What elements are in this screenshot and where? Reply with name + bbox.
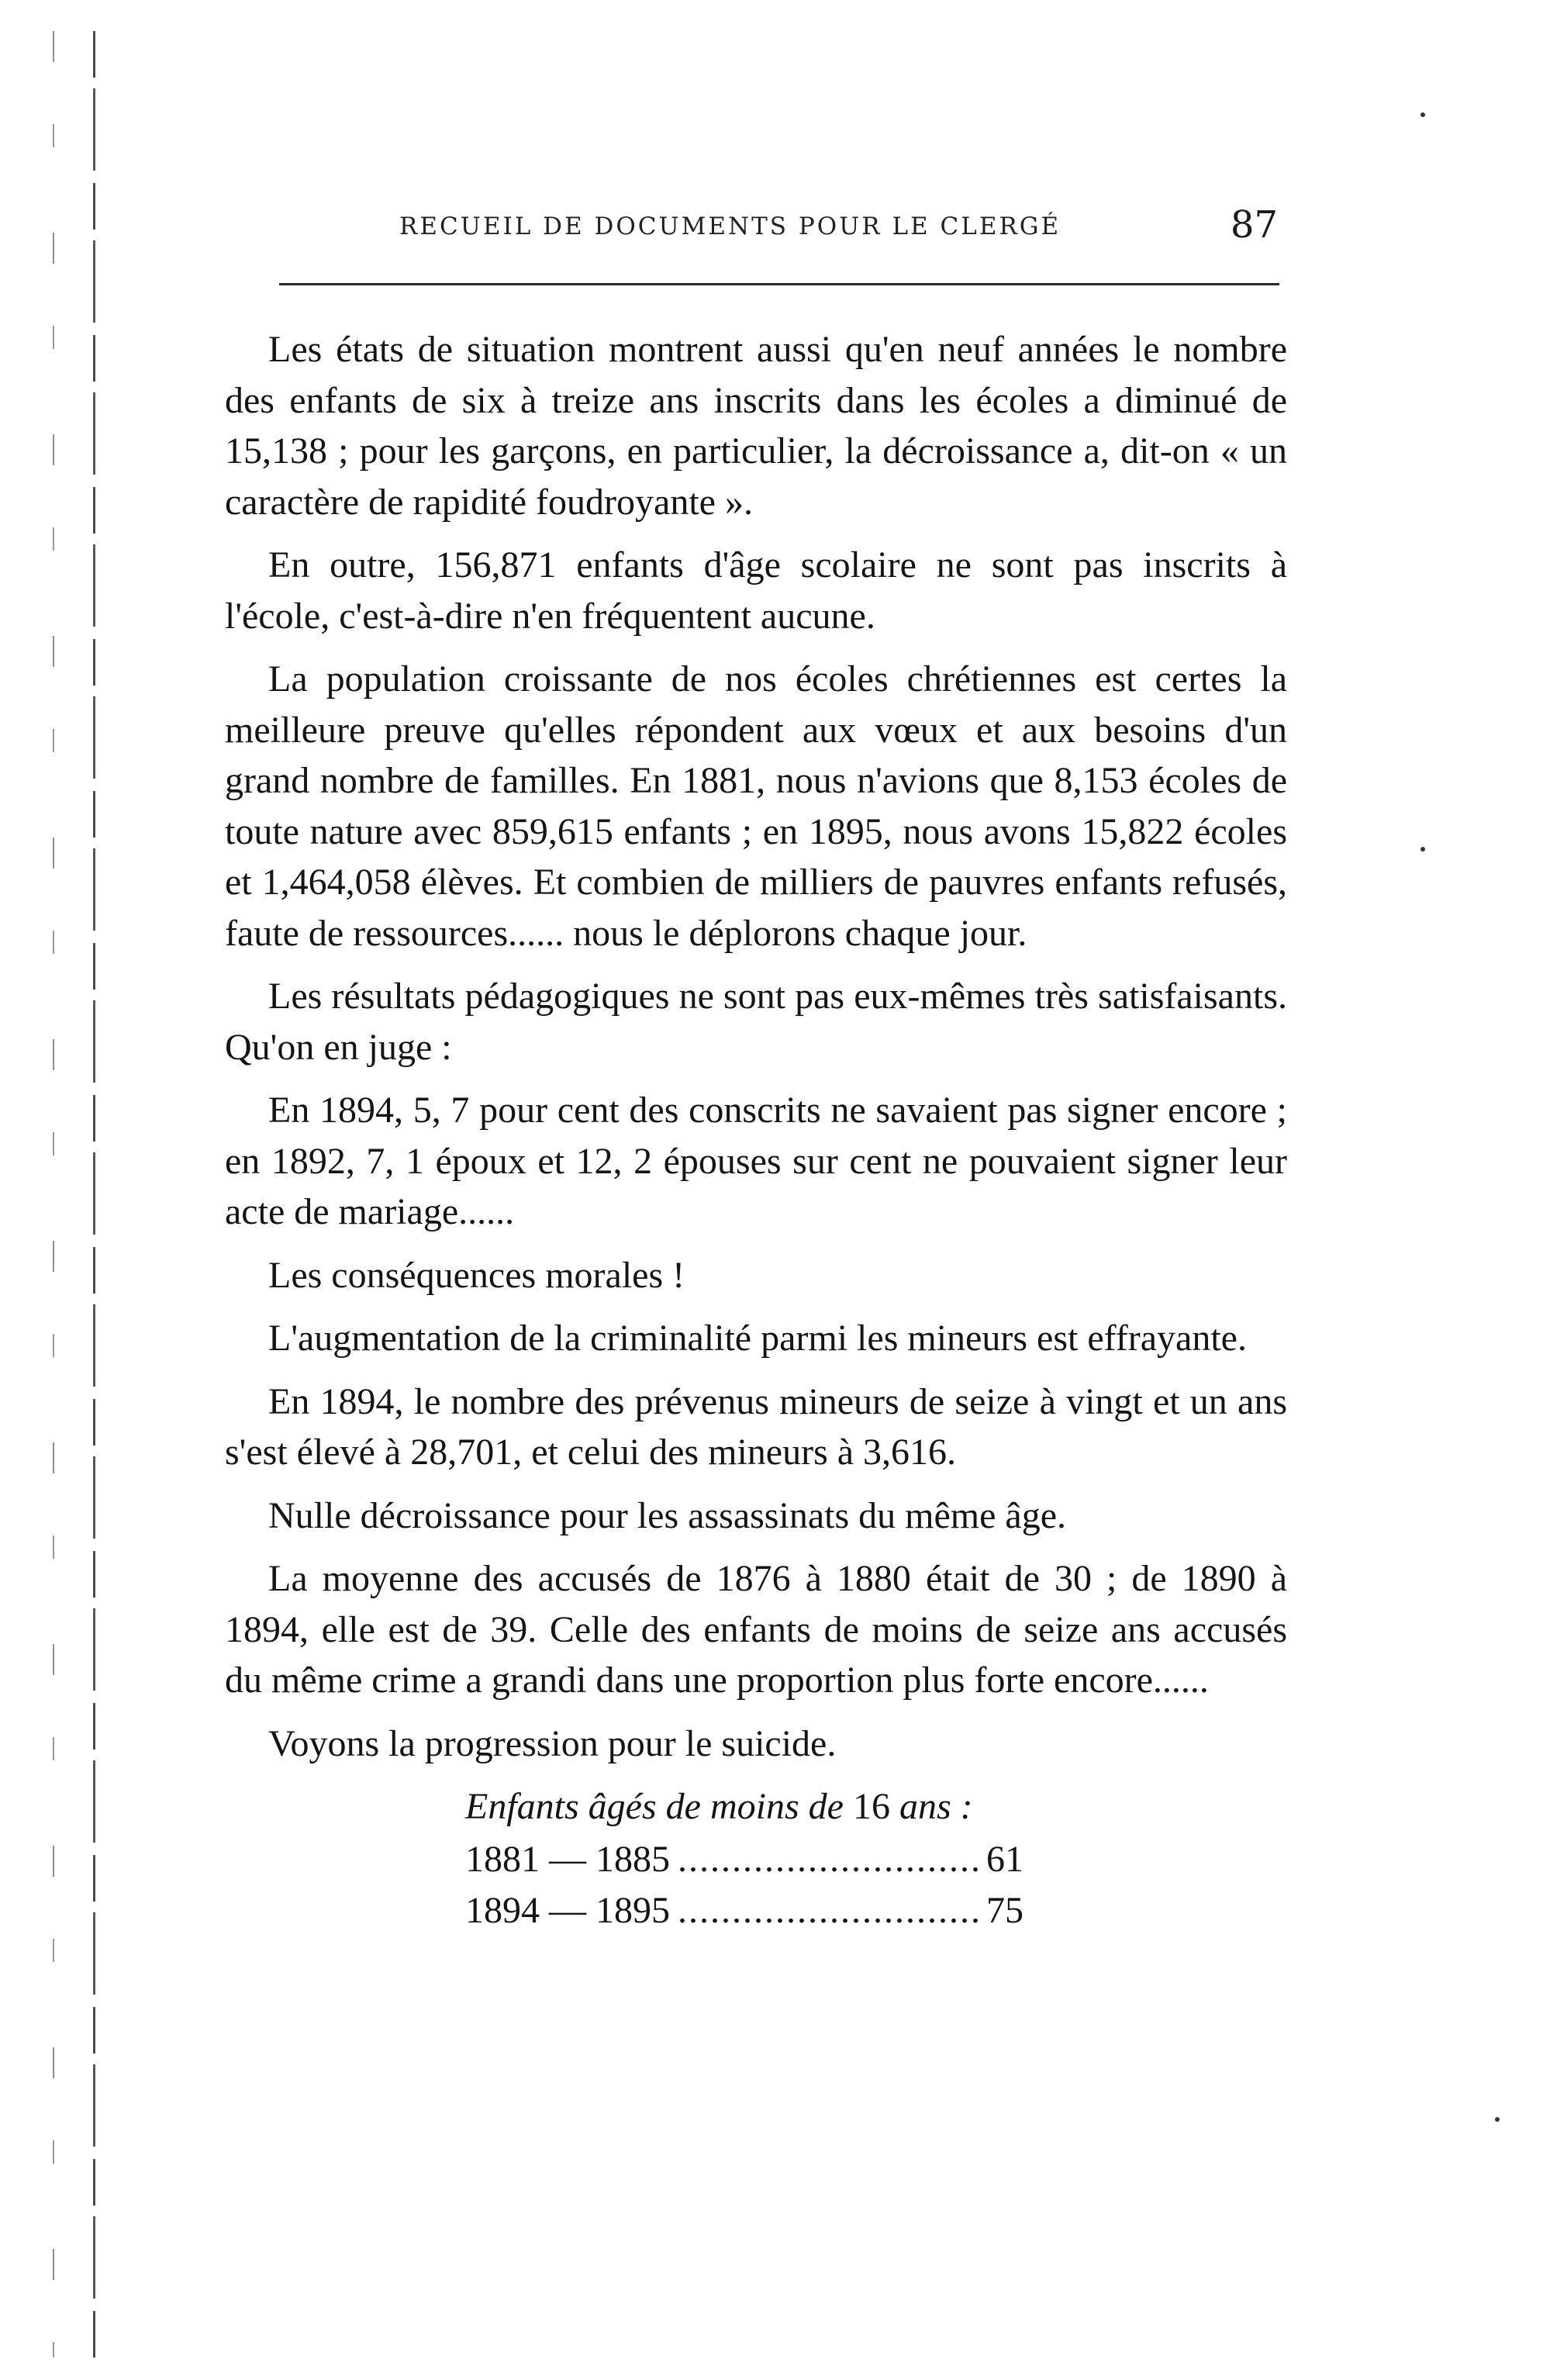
table-row-value: 61 bbox=[986, 1839, 1023, 1880]
table-row bbox=[465, 1834, 1023, 1885]
page-header bbox=[225, 203, 1287, 265]
paragraph: La moyenne des accusés de 1876 à 1880 était de 30 ; de 1890 à 1894, elle est de 39. Celle des enfants de moins de seize ans accusés du même crime a grandi dans une proportion plus forte encore...... bbox=[225, 1558, 1287, 1701]
paragraph: Les états de situation montrent aussi qu'en neuf années le nombre des enfants de six à treize ans inscrits dans les écoles a diminué de 15,138 ; pour les garçons, en particulier, la décroissance a, dit-on « un caractère de rapidité foudroyante ». bbox=[225, 329, 1287, 523]
table-caption bbox=[465, 1781, 1287, 1832]
paragraph: La population croissante de nos écoles chrétiennes est certes la meilleure preuve qu'elles répondent aux vœux et aux besoins d'un grand nombre de familles. En 1881, nous n'avions que 8,153 écoles de toute nature avec 859,615 enfants ; en 1895, nous avons 15,822 écoles et 1,464,058 élèves. Et combien de milliers de pauvres enfants refusés, faute de ressources...... nous le déplorons chaque jour. bbox=[225, 658, 1287, 954]
header-rule bbox=[279, 283, 1279, 285]
table-caption-prefix: Enfants âgés de moins de bbox=[465, 1786, 844, 1827]
binding-edge-mark-secondary bbox=[53, 31, 54, 2358]
table-row bbox=[465, 1885, 1023, 1936]
body-text bbox=[225, 324, 1287, 1936]
scan-speck bbox=[1420, 847, 1425, 851]
paragraph: L'augmentation de la criminalité parmi les mineurs est effrayante. bbox=[268, 1318, 1247, 1359]
dot-leader bbox=[678, 1834, 979, 1885]
paragraph: Nulle décroissance pour les assassinats du même âge. bbox=[268, 1494, 1067, 1536]
table-caption-number: 16 bbox=[852, 1786, 890, 1827]
table-row-period: 1881 — 1885 bbox=[465, 1839, 670, 1880]
dot-leader bbox=[678, 1885, 979, 1936]
paragraph: Voyons la progression pour le suicide. bbox=[268, 1722, 837, 1764]
table-row-period: 1894 — 1895 bbox=[465, 1890, 670, 1931]
paragraph: Les résultats pédagogiques ne sont pas eux-mêmes très satisfaisants. Qu'on en juge : bbox=[225, 976, 1287, 1068]
table-caption-suffix: ans : bbox=[899, 1786, 973, 1827]
binding-edge-mark bbox=[93, 31, 95, 2365]
suicide-table bbox=[225, 1781, 1287, 1936]
paragraph: En 1894, le nombre des prévenus mineurs de seize à vingt et un ans s'est élevé à 28,701, et celui des mineurs à 3,616. bbox=[225, 1380, 1287, 1473]
table-row-value: 75 bbox=[986, 1890, 1023, 1931]
paragraph: Les conséquences morales ! bbox=[268, 1254, 685, 1296]
paragraph: En outre, 156,871 enfants d'âge scolaire ne sont pas inscrits à l'école, c'est-à-dire n'en fréquentent aucune. bbox=[225, 544, 1287, 637]
scan-speck bbox=[1420, 112, 1425, 117]
scan-speck bbox=[1495, 2117, 1500, 2122]
running-title: RECUEIL DE DOCUMENTS POUR LE CLERGÉ bbox=[399, 212, 1061, 240]
paragraph: En 1894, 5, 7 pour cent des conscrits ne savaient pas signer encore ; en 1892, 7, 1 époux et 12, 2 épouses sur cent ne pouvaient signer leur acte de mariage...... bbox=[225, 1090, 1287, 1232]
page-number: 87 bbox=[1230, 203, 1278, 247]
